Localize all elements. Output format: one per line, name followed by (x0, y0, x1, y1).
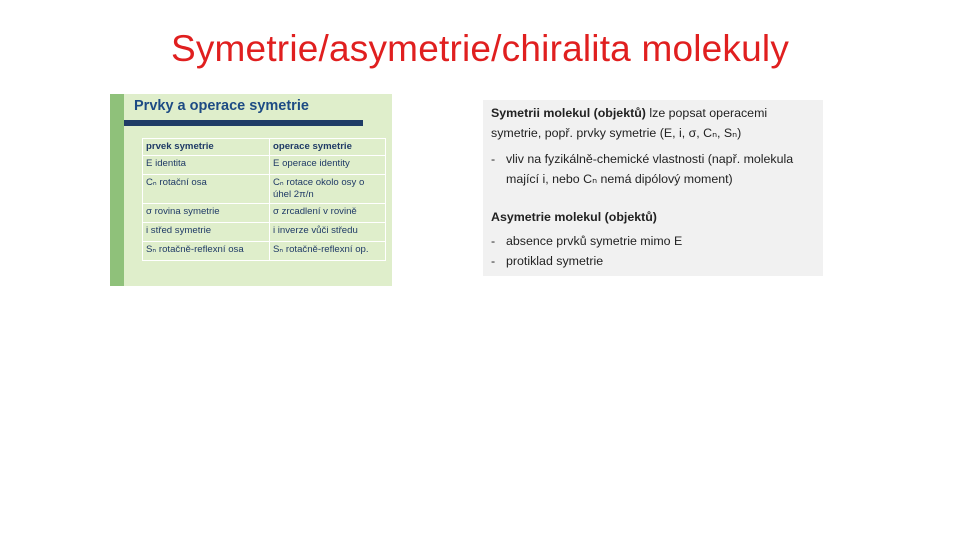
heading-rule (124, 120, 363, 126)
table-heading: Prvky a operace symetrie (134, 98, 309, 114)
bullet-text: protiklad symetrie (506, 254, 604, 268)
table-cell: σ rovina symetrie (143, 203, 270, 222)
table-cell: E identita (143, 155, 270, 174)
table-cell: i inverze vůči středu (270, 222, 386, 241)
table-row (143, 155, 386, 174)
table-cell: i střed symetrie (143, 222, 270, 241)
asymmetry-heading: Asymetrie molekul (objektů) (491, 210, 657, 224)
intro-bold: Symetrii molekul (objektů) (491, 106, 646, 120)
symmetry-table (142, 138, 386, 261)
bullet-text: vliv na fyzikálně-chemické vlastnosti (např. molekula mající i, nebo Cₙ nemá dipólový moment) (506, 152, 794, 186)
intro-text: lze popsat operacemi symetrie, popř. prvky symetrie (E, i, σ, Cₙ, Sₙ) (491, 106, 768, 140)
bullet-dash: - (491, 254, 496, 268)
table-row (143, 174, 386, 203)
intro-paragraph (491, 104, 817, 144)
slide-title: Symetrie/asymetrie/chiralita molekuly (170, 28, 790, 69)
table-row (143, 203, 386, 222)
table-cell: Sₙ rotačně-reflexní osa (143, 241, 270, 260)
bullet-dash: - (491, 234, 496, 248)
symmetry-table-panel (110, 94, 392, 286)
table-cell: Cₙ rotační osa (143, 174, 270, 203)
column-header: operace symetrie (270, 139, 386, 156)
bullet-dash: - (491, 152, 496, 166)
column-header: prvek symetrie (143, 139, 270, 156)
table-cell: σ zrcadlení v rovině (270, 203, 386, 222)
symmetry-text-panel (483, 100, 823, 276)
accent-bar (110, 94, 124, 286)
table-cell: Sₙ rotačně-reflexní op. (270, 241, 386, 260)
table-row (143, 241, 386, 260)
bullet-text: absence prvků symetrie mimo E (506, 234, 683, 248)
table-row (143, 222, 386, 241)
table-cell: E operace identity (270, 155, 386, 174)
table-cell: Cₙ rotace okolo osy o úhel 2π/n (270, 174, 386, 203)
